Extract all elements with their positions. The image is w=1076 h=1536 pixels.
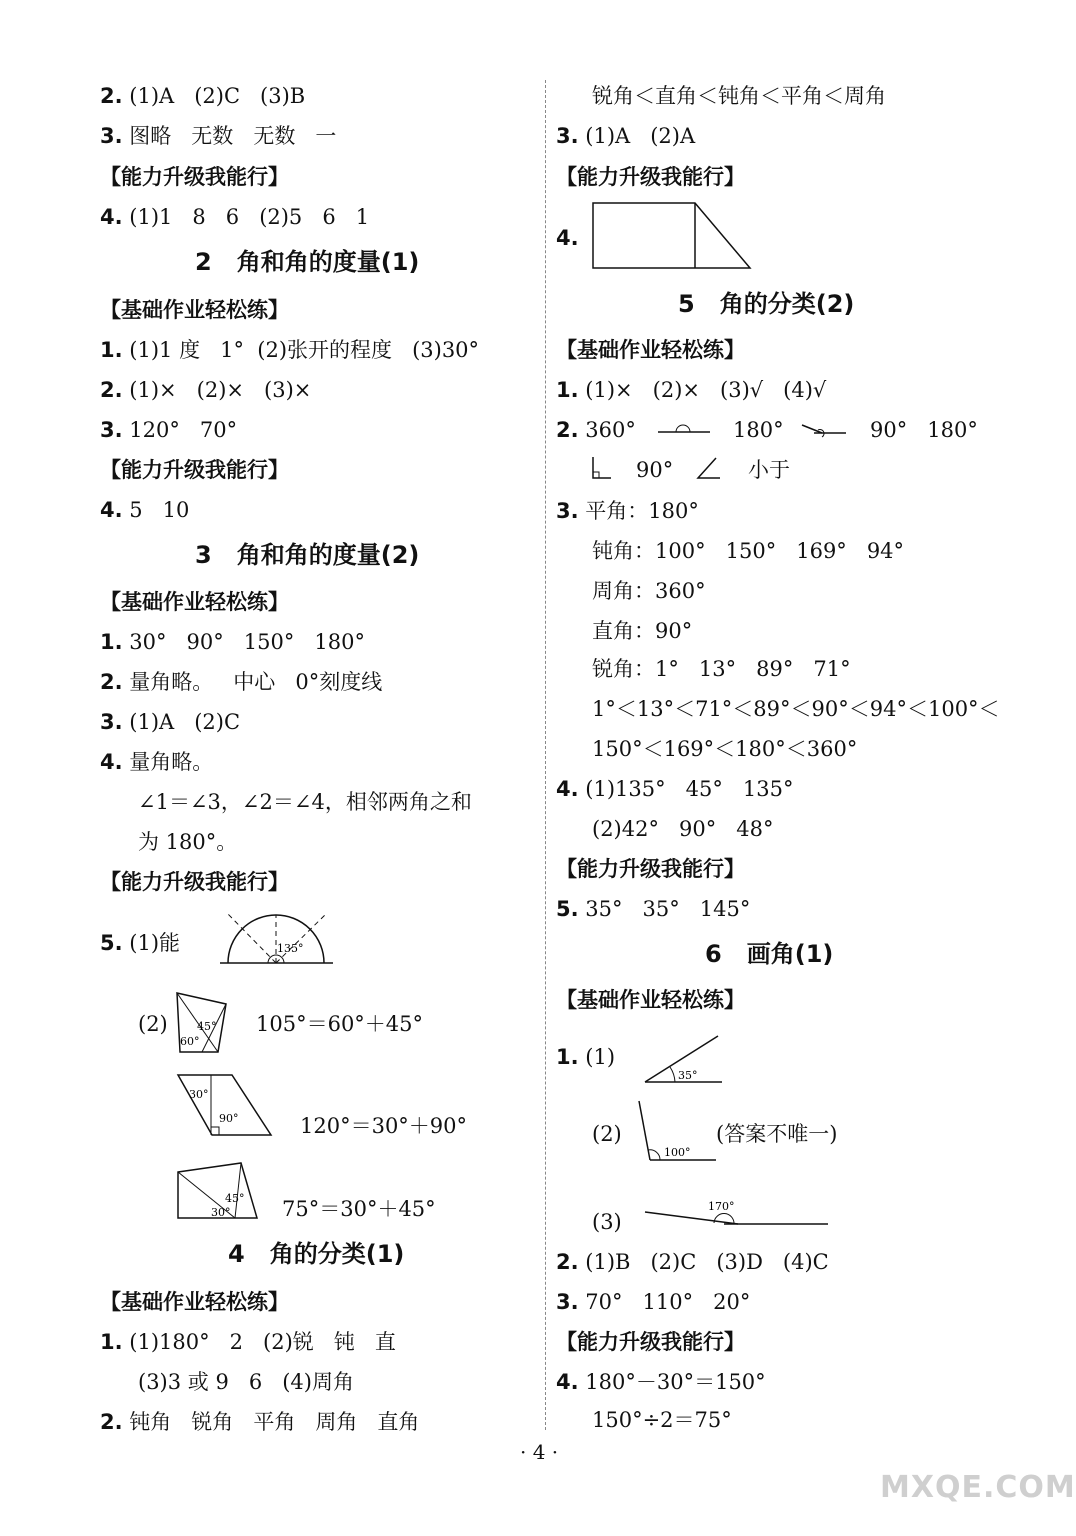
answer-line: 周角：360°: [592, 579, 706, 603]
straight-angle-icon: [800, 420, 848, 440]
answer-line: [100, 203, 369, 231]
acute-angle-icon: [696, 455, 722, 481]
line: [593, 457, 611, 478]
answer-line: 锐角＜直角＜钝角＜平角＜周角: [592, 84, 886, 108]
answer-line: [100, 336, 479, 364]
answer-line: [556, 1288, 750, 1316]
answer-line: (2)42° 90° 48°: [592, 817, 774, 841]
answer-text: 钝角 锐角 平角 周角 直角: [129, 1410, 420, 1434]
angle-label: 45°: [197, 1020, 217, 1033]
item-number: 3.: [556, 1290, 579, 1314]
answer-line: (3)3 或 9 6 (4)周角: [138, 1370, 354, 1394]
item-number: 4.: [556, 1370, 579, 1394]
answer-text: (1)× (2)× (3)√ (4)√: [585, 378, 827, 402]
answer-text: 90° 180°: [870, 418, 978, 442]
column-divider: [545, 80, 546, 1430]
answer-line: [556, 1248, 829, 1276]
answer-line: [100, 376, 311, 404]
answer-text: 小于: [748, 458, 790, 482]
answer-text: 30° 90° 150° 180°: [129, 630, 365, 654]
answer-line: [556, 376, 826, 404]
answer-line: 150°＜169°＜180°＜360°: [592, 737, 858, 761]
answer-line: [556, 416, 636, 444]
section-heading: 【能力升级我能行】: [100, 165, 289, 189]
line: [802, 425, 822, 433]
diagonal: [235, 1163, 241, 1218]
round-angle-icon: [656, 420, 712, 440]
item-number: 4.: [556, 226, 579, 250]
section-heading: 【基础作业轻松练】: [100, 590, 289, 614]
angle-label: 30°: [189, 1088, 209, 1101]
quadrilateral-figure-2: [175, 1160, 265, 1222]
answer-text: (1)A (2)C (3)B: [129, 84, 306, 108]
answer-text: (1)A (2)C: [129, 710, 241, 734]
answer-text: 35° 35° 145°: [585, 897, 751, 921]
item-number: 4.: [556, 777, 579, 801]
answer-text: (1)B (2)C (3)D (4)C: [585, 1250, 829, 1274]
section-heading: 【能力升级我能行】: [556, 1330, 745, 1354]
section-heading: 【能力升级我能行】: [556, 165, 745, 189]
answer-line: 钝角：100° 150° 169° 94°: [592, 539, 905, 563]
answer-text: (1)180° 2 (2)锐 钝 直: [129, 1330, 396, 1354]
answer-text: 平角：180°: [585, 499, 699, 523]
angle-arc: [670, 1067, 675, 1082]
dashed-ray: [276, 913, 327, 963]
answer-text: (1)A (2)A: [585, 124, 696, 148]
answer-line: 直角：90°: [592, 619, 693, 643]
answer-line: [100, 668, 382, 696]
answer-line: 150°÷2＝75°: [592, 1408, 732, 1432]
item-number: 1.: [556, 378, 579, 402]
item-number: 1.: [100, 1330, 123, 1354]
answer-line: [556, 775, 793, 803]
answer-line: [100, 929, 180, 957]
note-text: (答案不唯一): [716, 1122, 838, 1146]
item-number: 3.: [100, 418, 123, 442]
right-angle-mark: [211, 1127, 219, 1135]
answer-line: [556, 497, 699, 525]
answer-line: 1°＜13°＜71°＜89°＜90°＜94°＜100°＜: [592, 697, 1000, 721]
quadrilateral-figure: [172, 990, 232, 1056]
item-number: 4.: [100, 750, 123, 774]
lesson-title: 4 角的分类(1): [228, 1240, 405, 1268]
answer-line: [556, 122, 695, 150]
angle-label: 135°: [277, 942, 304, 955]
angle-label: 30°: [211, 1206, 231, 1219]
item-number: 2.: [556, 418, 579, 442]
answer-text: 180°: [733, 418, 784, 442]
angle-100-figure: [636, 1098, 718, 1164]
angle-label: 100°: [664, 1146, 691, 1159]
lesson-title: 6 画角(1): [705, 940, 834, 968]
item-number: 3.: [556, 124, 579, 148]
shape-outline: [178, 1075, 271, 1135]
angle-label: 35°: [678, 1069, 698, 1082]
arc: [676, 425, 690, 432]
mark: [593, 472, 599, 478]
watermark: MXQE.COM: [880, 1470, 1076, 1505]
section-heading: 【基础作业轻松练】: [556, 338, 745, 362]
answer-line: (2): [138, 1012, 168, 1036]
answer-text: 量角略。 中心 0°刻度线: [129, 670, 383, 694]
answer-line: [100, 628, 365, 656]
section-heading: 【能力升级我能行】: [100, 458, 289, 482]
answer-text: 360°: [585, 418, 636, 442]
answer-text: (1)× (2)× (3)×: [129, 378, 312, 402]
answer-line: (2): [592, 1122, 622, 1146]
angle-label: 90°: [219, 1112, 239, 1125]
item-number: 1.: [100, 630, 123, 654]
answer-text: 量角略。: [129, 750, 214, 774]
line: [698, 458, 720, 478]
protractor-figure: [215, 905, 335, 970]
answer-line: [100, 708, 240, 736]
trapezoid-figure: [175, 1070, 275, 1140]
item-number: 4.: [100, 498, 123, 522]
section-heading: 【能力升级我能行】: [556, 857, 745, 881]
item-number: 1.: [100, 338, 123, 362]
answer-text: 70° 110° 20°: [585, 1290, 751, 1314]
answer-line: [100, 1328, 396, 1356]
ray: [639, 1101, 650, 1160]
section-heading: 【基础作业轻松练】: [100, 1290, 289, 1314]
page-number: · 4 ·: [520, 1440, 559, 1464]
answer-line: [100, 122, 336, 150]
answer-text: 5 10: [129, 498, 190, 522]
angle-170-figure: [642, 1196, 832, 1228]
answer-line: [556, 895, 750, 923]
answer-text: 90°: [636, 458, 674, 482]
item-number: 1.: [556, 1045, 579, 1069]
item-number: 2.: [556, 1250, 579, 1274]
answer-line: [100, 496, 189, 524]
lesson-title: 5 角的分类(2): [678, 290, 855, 318]
shape-outline: [593, 203, 750, 268]
answer-line: [100, 748, 213, 776]
section-heading: 【基础作业轻松练】: [100, 298, 289, 322]
lesson-title: 2 角和角的度量(1): [195, 248, 420, 276]
trapezoid-answer-figure: [590, 200, 755, 272]
angle-35-figure: [642, 1030, 724, 1085]
item-number: 3.: [100, 124, 123, 148]
answer-line: [556, 224, 579, 252]
answer-text: (1)1 8 6 (2)5 6 1: [129, 205, 370, 229]
item-number: 5.: [100, 931, 123, 955]
item-number: 2.: [100, 1410, 123, 1434]
section-heading: 【基础作业轻松练】: [556, 988, 745, 1012]
answer-text: 180°－30°＝150°: [585, 1370, 766, 1394]
answer-line: 为 180°。: [138, 830, 238, 854]
answer-line: (3): [592, 1210, 622, 1234]
equation: 105°＝60°＋45°: [256, 1012, 424, 1036]
angle-label: 45°: [225, 1192, 245, 1205]
answer-text: 图略 无数 无数 一: [129, 124, 337, 148]
angle-label: 60°: [180, 1035, 200, 1048]
lesson-title: 3 角和角的度量(2): [195, 541, 420, 569]
equation: 75°＝30°＋45°: [282, 1197, 436, 1221]
answer-line: [100, 1408, 419, 1436]
answer-text: (1)1 度 1° (2)张开的程度 (3)30°: [129, 338, 480, 362]
item-number: 3.: [100, 710, 123, 734]
answer-line: [100, 416, 237, 444]
answer-text: (1)能: [129, 931, 181, 955]
answer-line: [556, 1368, 766, 1396]
answer-text: (1)135° 45° 135°: [585, 777, 794, 801]
item-number: 4.: [100, 205, 123, 229]
answer-line: ∠1＝∠3，∠2＝∠4，相邻两角之和: [138, 790, 472, 814]
answer-line: 锐角：1° 13° 89° 71°: [592, 657, 851, 681]
item-number: 2.: [100, 378, 123, 402]
equation: 120°＝30°＋90°: [300, 1114, 468, 1138]
item-number: 2.: [100, 84, 123, 108]
answer-line: [100, 82, 305, 110]
angle-label: 170°: [708, 1200, 735, 1213]
right-angle-icon: [591, 455, 613, 481]
item-number: 3.: [556, 499, 579, 523]
item-number: 2.: [100, 670, 123, 694]
answer-line: [556, 1043, 615, 1071]
answer-text: 120° 70°: [129, 418, 238, 442]
section-heading: 【能力升级我能行】: [100, 870, 289, 894]
answer-text: (1): [585, 1045, 616, 1069]
item-number: 5.: [556, 897, 579, 921]
